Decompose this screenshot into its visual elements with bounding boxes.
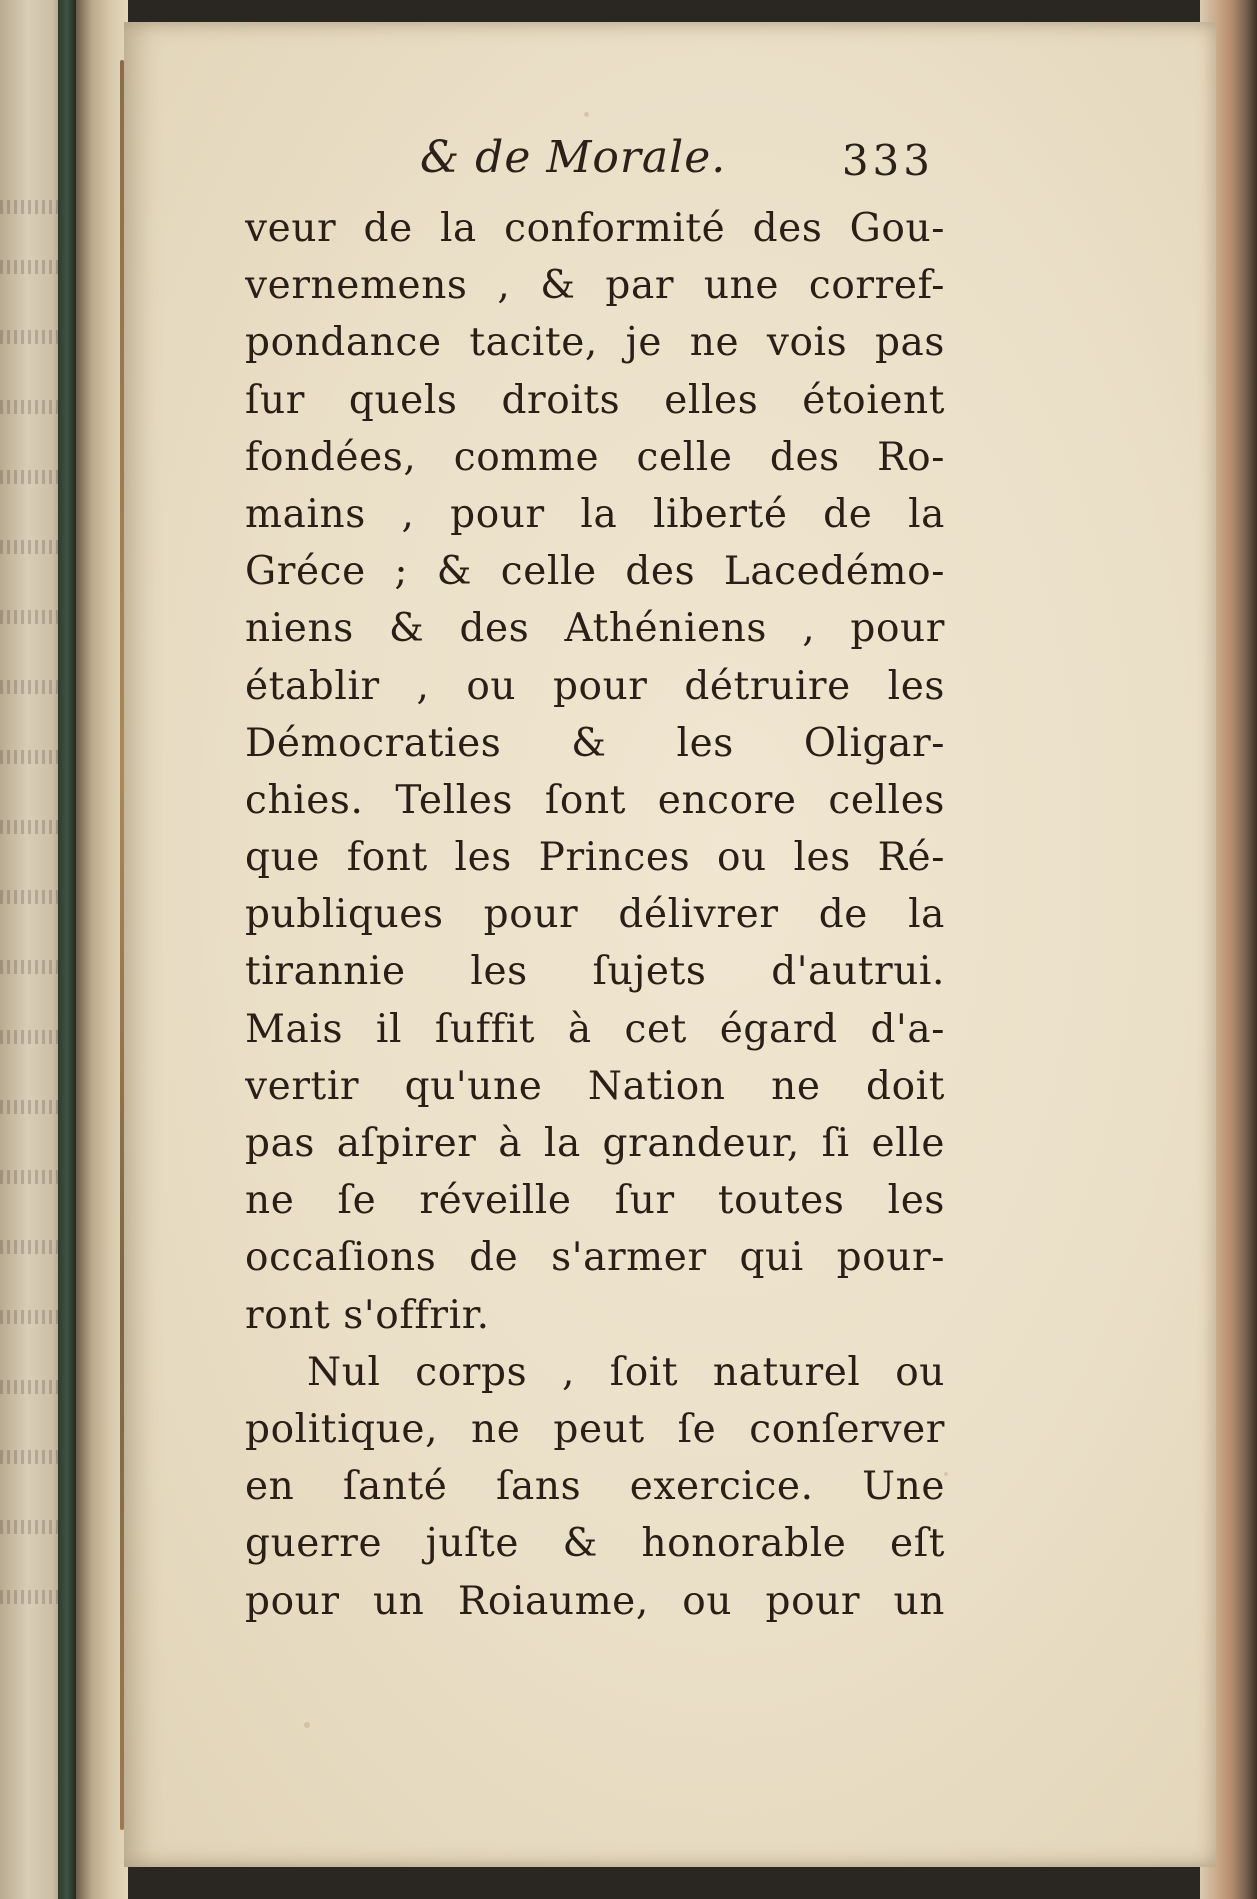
show-through-text bbox=[0, 820, 58, 834]
green-binding-strip bbox=[58, 0, 76, 1899]
text-line: veur de la conformité des Gou- bbox=[245, 206, 945, 251]
text-line: occaſions de s'armer qui pour- bbox=[245, 1235, 945, 1281]
show-through-text bbox=[0, 1030, 58, 1044]
text-line: vernemens , & par une corref- bbox=[245, 263, 945, 309]
running-title: & de Morale. bbox=[420, 132, 727, 183]
show-through-text bbox=[0, 540, 58, 554]
show-through-text bbox=[0, 1170, 58, 1184]
show-through-text bbox=[0, 1450, 58, 1464]
show-through-text bbox=[0, 1520, 58, 1534]
show-through-text bbox=[0, 1100, 58, 1114]
text-line: Mais il ſuffit à cet égard d'a- bbox=[245, 1006, 945, 1052]
show-through-text bbox=[0, 1590, 58, 1604]
show-through-text bbox=[0, 260, 58, 274]
show-through-text bbox=[0, 960, 58, 974]
show-through-text bbox=[0, 610, 58, 624]
running-head bbox=[300, 132, 940, 202]
text-line: ſur quels droits elles étoient bbox=[245, 377, 945, 423]
show-through-text bbox=[0, 890, 58, 904]
text-line: tirannie les ſujets d'autrui. bbox=[245, 949, 945, 995]
paragraph-start-line: Nul corps , ſoit naturel ou bbox=[307, 1349, 945, 1395]
show-through-text bbox=[0, 330, 58, 344]
show-through-text bbox=[0, 1310, 58, 1324]
text-line: Démocraties & les Oligar- bbox=[245, 720, 945, 766]
text-line: ne ſe réveille ſur toutes les bbox=[245, 1178, 945, 1224]
text-line: chies. Telles ſont encore celles bbox=[245, 777, 945, 823]
paragraph-end-line: ront s'offrir. bbox=[245, 1292, 490, 1338]
show-through-text bbox=[0, 750, 58, 764]
paper-speck bbox=[304, 1722, 310, 1728]
text-line: niens & des Athéniens , pour bbox=[245, 606, 945, 652]
body-text bbox=[245, 200, 945, 1630]
text-line: pour un Roiaume, ou pour un bbox=[245, 1578, 945, 1624]
text-line: politique, ne peut ſe conſerver bbox=[245, 1406, 945, 1452]
text-line: Gréce ; & celle des Lacedémo- bbox=[245, 549, 945, 595]
text-line: que font les Princes ou les Ré- bbox=[245, 835, 945, 881]
text-line: mains , pour la liberté de la bbox=[245, 491, 945, 537]
show-through-text bbox=[0, 200, 58, 214]
page-number: 333 bbox=[841, 136, 934, 185]
text-line: fondées, comme celle des Ro- bbox=[245, 434, 945, 480]
text-line: en ſanté ſans exercice. Une bbox=[245, 1464, 945, 1510]
paper-speck bbox=[584, 112, 589, 117]
binding-thread bbox=[120, 60, 124, 1830]
show-through-text bbox=[0, 470, 58, 484]
text-line: publiques pour délivrer de la bbox=[245, 892, 945, 938]
show-through-text bbox=[0, 400, 58, 414]
show-through-text bbox=[0, 1240, 58, 1254]
text-line: guerre juſte & honorable eſt bbox=[245, 1521, 945, 1567]
text-line: établir , ou pour détruire les bbox=[245, 663, 945, 709]
show-through-text bbox=[0, 680, 58, 694]
text-line: pondance tacite, je ne vois pas bbox=[245, 320, 945, 366]
show-through-text bbox=[0, 1380, 58, 1394]
text-line: pas aſpirer à la grandeur, ſi elle bbox=[245, 1121, 945, 1166]
text-line: vertir qu'une Nation ne doit bbox=[245, 1063, 945, 1109]
